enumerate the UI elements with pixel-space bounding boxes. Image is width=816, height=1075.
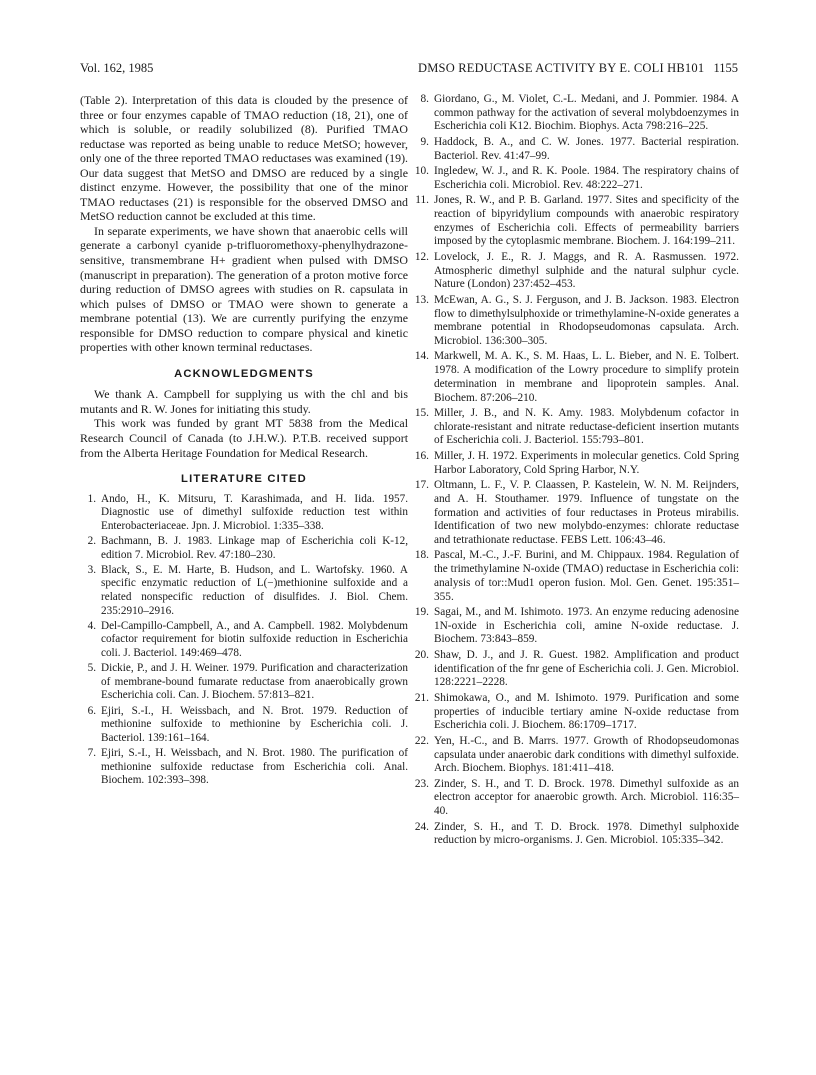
reference-text: Shaw, D. J., and J. R. Guest. 1982. Amplification and product identification of the fnr gene of Escherichia coli. J. Gen. Microbiol. 128:2221–2228. — [434, 648, 739, 689]
reference-text: Sagai, M., and M. Ishimoto. 1973. An enzyme reducing adenosine 1N-oxide in Escherichia coli, amine N-oxide reductase. J. Biochem. 73:843–859. — [434, 606, 739, 646]
running-header — [80, 58, 738, 78]
right-column — [413, 93, 739, 850]
reference-text: Oltmann, L. F., V. P. Claassen, P. Kastelein, W. N. M. Reijnders, and A. H. Stouthamer. 1979. Influence of tungstate on the formation and activities of four reductases in Proteus mirabilis. Identification of two new molybdo-enzymes: chlorate reductase and tetrathionate reductase. FEBS Lett. 106:43–46. — [434, 479, 739, 546]
reference-number: 7. — [87, 746, 96, 759]
volume-label: Vol. 162, 1985 — [80, 61, 154, 75]
reference-item — [80, 747, 408, 788]
reference-text: Miller, J. B., and N. K. Amy. 1983. Molybdenum cofactor in chlorate-resistant and nitrate reductase-deficient insertion mutants of Escherichia coli. J. Bacteriol. 155:793–801. — [434, 407, 739, 447]
reference-text: Bachmann, B. J. 1983. Linkage map of Escherichia coli K-12, edition 7. Microbiol. Rev. 47:180–230. — [101, 535, 408, 561]
reference-list-right — [413, 93, 739, 848]
reference-item — [80, 705, 408, 746]
reference-item — [80, 564, 408, 618]
acknowledgments-heading: ACKNOWLEDGMENTS — [174, 367, 314, 380]
reference-item — [413, 136, 739, 163]
reference-number: 21. — [414, 691, 429, 704]
reference-item — [80, 493, 408, 534]
reference-text: Giordano, G., M. Violet, C.-L. Medani, and J. Pommier. 1984. A common pathway for the activation of several molybdoenzymes in Escherichia coli K12. Biochim. Biophys. Acta 798:216–225. — [434, 93, 739, 133]
reference-number: 6. — [87, 704, 96, 717]
body-paragraph: In separate experiments, we have shown that anaerobic cells will generate a carbonyl cyanide p-trifluoromethoxy-phenylhydrazone-sensitive, transmembrane H+ gradient when pulsed with DMSO (manuscript in preparation). The generation of a proton motive force during reduction of DMSO agrees with studies on R. capsulata in which pulses of DMSO or TMAO were shown to generate a membrane potential (13). We are currently purifying the enzyme responsible for DMSO reduction to compare physical and kinetic properties with other known terminal reductases. — [80, 223, 408, 355]
reference-number: 18. — [414, 549, 429, 562]
reference-item — [413, 294, 739, 349]
reference-item — [80, 662, 408, 703]
reference-item — [413, 450, 739, 477]
reference-item — [413, 549, 739, 604]
reference-item — [413, 479, 739, 548]
reference-item — [413, 251, 739, 292]
reference-item — [413, 165, 739, 192]
reference-number: 11. — [415, 194, 429, 207]
reference-number: 22. — [414, 734, 429, 747]
reference-number: 16. — [414, 449, 429, 462]
reference-item — [413, 821, 739, 848]
reference-text: McEwan, A. G., S. J. Ferguson, and J. B. Jackson. 1983. Electron flow to dimethylsulphoxide or trimethylamine-N-oxide generates a membrane potential in Rhodopseudomonas capsulata. Arch. Microbiol. 136:300–305. — [434, 293, 739, 347]
reference-number: 12. — [414, 250, 429, 263]
left-column — [80, 93, 408, 789]
reference-text: Lovelock, J. E., R. J. Maggs, and R. A. Rasmussen. 1972. Atmospheric dimethyl sulphide and the natural sulphur cycle. Nature (London) 237:452–453. — [434, 250, 739, 291]
reference-number: 3. — [87, 563, 96, 576]
reference-number: 4. — [87, 619, 96, 632]
reference-text: Ando, H., K. Mitsuru, T. Karashimada, and H. Iida. 1957. Diagnostic use of dimethyl sulfoxide reduction test within Enterobacteriaceae. Jpn. J. Microbiol. 1:335–338. — [101, 492, 408, 532]
reference-item — [413, 350, 739, 405]
reference-text: Jones, R. W., and P. B. Garland. 1977. Sites and specificity of the reaction of bipyridylium compounds with anaerobic respiratory enzymes of Escherichia coli. Effects of permeability barriers imposed by the cytoplasmic membrane. Biochem. J. 164:199–211. — [434, 194, 739, 248]
reference-number: 8. — [420, 93, 429, 105]
acknowledgments-paragraph: This work was funded by grant MT 5838 from the Medical Research Council of Canada (to J.H.W.). P.T.B. received support from the Alberta Heritage Foundation for Medical Research. — [80, 416, 408, 460]
body-paragraph: (Table 2). Interpretation of this data is clouded by the presence of three or four enzymes capable of TMAO reduction (18, 21), one of which is soluble, or readily solubilized (8). Purified TMAO reductase was reported as being unable to reduce MetSO; however, only one of the three reported TMAO reductases was examined (19). Our data suggest that MetSO and DMSO are reduced by a single distinct enzyme. However, the possibility that one of the minor TMAO reductases (21) is responsible for the observed DMSO and MetSO reduction cannot be excluded at this time. — [80, 93, 408, 224]
reference-number: 13. — [414, 293, 429, 306]
reference-number: 10. — [414, 165, 429, 178]
reference-number: 20. — [414, 648, 429, 661]
reference-item — [413, 194, 739, 249]
reference-list-left — [80, 493, 408, 788]
running-title: DMSO REDUCTASE ACTIVITY BY E. COLI HB101 — [418, 61, 705, 75]
reference-number: 5. — [87, 662, 96, 675]
reference-number: 15. — [414, 407, 429, 420]
reference-text: Zinder, S. H., and T. D. Brock. 1978. Dimethyl sulphoxide reduction by micro-organisms. J. Gen. Microbiol. 105:335–342. — [434, 820, 739, 847]
reference-item — [413, 692, 739, 733]
reference-text: Ejiri, S.-I., H. Weissbach, and N. Brot. 1979. Reduction of methionine sulfoxide to methionine by Escherichia coli. J. Bacteriol. 139:161–164. — [101, 704, 408, 744]
reference-number: 17. — [414, 479, 429, 492]
reference-item — [80, 620, 408, 661]
page-number: 1155 — [713, 61, 738, 75]
reference-text: Haddock, B. A., and C. W. Jones. 1977. Bacterial respiration. Bacteriol. Rev. 41:47–99. — [434, 135, 739, 162]
reference-text: Ingledew, W. J., and R. K. Poole. 1984. The respiratory chains of Escherichia coli. Microbiol. Rev. 48:222–271. — [434, 165, 739, 191]
reference-item — [413, 649, 739, 690]
reference-item — [413, 93, 739, 134]
acknowledgments-paragraph: We thank A. Campbell for supplying us with the chl and bis mutants and R. W. Jones for initiating this study. — [80, 387, 408, 416]
reference-text: Pascal, M.-C., J.-F. Burini, and M. Chippaux. 1984. Regulation of the trimethylamine N-oxide (TMAO) reductase in Escherichia coli: analysis of tor::Mud1 operon fusion. Mol. Gen. Genet. 195:351–355. — [434, 549, 739, 603]
reference-number: 19. — [414, 606, 429, 619]
reference-item — [413, 606, 739, 647]
reference-text: Black, S., E. M. Harte, B. Hudson, and L. Wartofsky. 1960. A specific enzymatic reduction of L(−)methionine sulfoxide and a related nonspecific reduction of disulfides. J. Biol. Chem. 235:2910–2916. — [101, 563, 408, 617]
reference-text: Yen, H.-C., and B. Marrs. 1977. Growth of Rhodopseudomonas capsulata under anaerobic dark conditions with dimethyl sulfoxide. Arch. Biochem. Biophys. 181:411–418. — [434, 734, 739, 775]
reference-number: 2. — [87, 535, 96, 548]
reference-item — [413, 407, 739, 448]
reference-number: 9. — [420, 135, 429, 148]
reference-item — [413, 778, 739, 819]
reference-text: Shimokawa, O., and M. Ishimoto. 1979. Purification and some properties of inducible tertiary amine N-oxide reductase from Escherichia coli. J. Biochem. 86:1709–1717. — [434, 691, 739, 732]
reference-text: Dickie, P., and J. H. Weiner. 1979. Purification and characterization of membrane-bound fumarate reductase from anaerobically grown Escherichia coli. Can. J. Biochem. 57:813–821. — [101, 662, 408, 702]
reference-text: Ejiri, S.-I., H. Weissbach, and N. Brot. 1980. The purification of methionine sulfoxide reductase from Escherichia coli. Anal. Biochem. 102:393–398. — [101, 746, 408, 787]
literature-cited-heading: LITERATURE CITED — [181, 473, 307, 486]
reference-number: 23. — [414, 777, 429, 790]
reference-number: 14. — [414, 350, 429, 363]
reference-item — [413, 735, 739, 776]
reference-text: Miller, J. H. 1972. Experiments in molecular genetics. Cold Spring Harbor Laboratory, Cold Spring Harbor, N.Y. — [434, 449, 739, 476]
reference-number: 24. — [414, 820, 429, 833]
reference-text: Markwell, M. A. K., S. M. Haas, L. L. Bieber, and N. E. Tolbert. 1978. A modification of the Lowry procedure to simplify protein determination in membrane and lipoprotein samples. Anal. Biochem. 87:206–210. — [434, 350, 739, 404]
reference-number: 1. — [87, 492, 96, 505]
reference-text: Del-Campillo-Campbell, A., and A. Campbell. 1982. Molybdenum cofactor requirement for biotin sulfoxide reduction in Escherichia coli. J. Bacteriol. 149:469–478. — [101, 619, 408, 659]
reference-item — [80, 535, 408, 562]
reference-text: Zinder, S. H., and T. D. Brock. 1978. Dimethyl sulfoxide as an electron acceptor for anaerobic growth. Arch. Microbiol. 116:35–40. — [434, 777, 739, 818]
